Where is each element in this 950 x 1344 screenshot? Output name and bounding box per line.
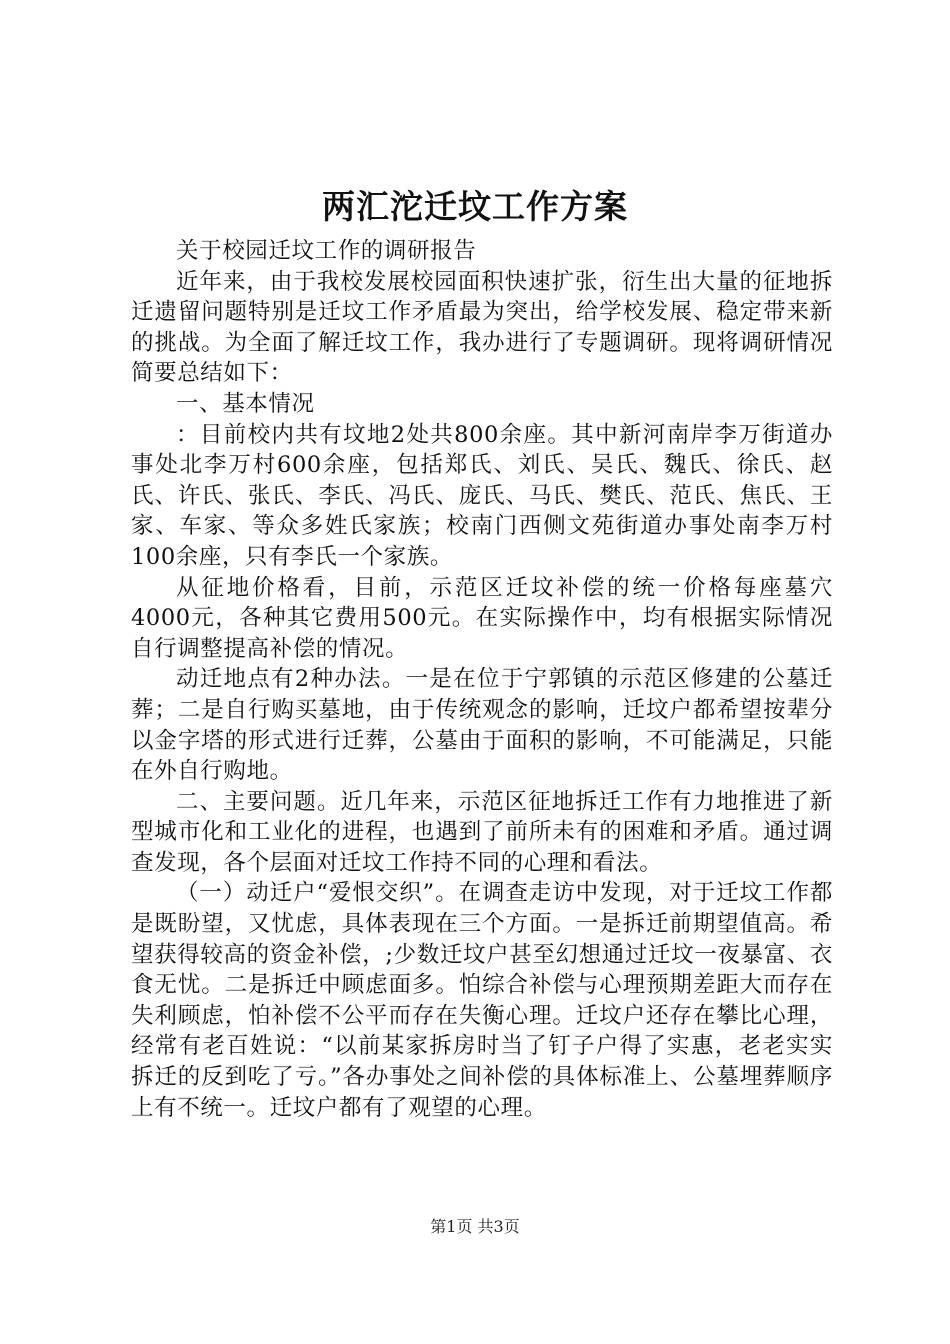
section-heading-basic: 一、基本情况 — [176, 390, 315, 417]
document-title: 两汇沱迁坟工作方案 — [322, 187, 628, 226]
paragraph-intro: 近年来，由于我校发展校园面积快速扩张，衍生出大量的征地拆迁遗留问题特别是迁坟工作矛盾最为突出，给学校发展、稳定带来新的挑战。为全面了解迁坟工作，我办进行了专题调研。现将调研情况简要总结如下： — [131, 268, 833, 387]
paragraph-graves: ：目前校内共有坟地2处共800余座。其中新河南岸李万街道办事处北李万村600余座，包括郑氏、刘氏、吴氏、魏氏、徐氏、赵氏、许氏、张氏、李氏、冯氏、庞氏、马氏、樊氏、范氏、焦氏、王家、车家、等众多姓氏家族；校南门西侧文苑街道办事处南李万村100余座，只有李氏一个家族。 — [131, 421, 833, 570]
report-subtitle: 关于校园迁坟工作的调研报告 — [176, 238, 477, 264]
paragraph-price: 从征地价格看，目前，示范区迁坟补偿的统一价格每座墓穴4000元，各种其它费用500元。在实际操作中，均有根据实际情况自行调整提高补偿的情况。 — [131, 574, 833, 662]
document-body — [131, 236, 833, 1123]
paragraph-problems: 二、主要问题。近几年来，示范区征地拆迁工作有力地推进了新型城市化和工业化的进程，也遇到了前所未有的困难和矛盾。通过调查发现，各个层面对迁坟工作持不同的心理和看法。 — [131, 788, 833, 876]
page-footer: 第1页 共3页 — [430, 1217, 520, 1236]
paragraph-households: （一）动迁户“爱恨交织”。在调查走访中发现，对于迁坟工作都是既盼望，又忧虑，具体表现在三个方面。一是拆迁前期望值高。希望获得较高的资金补偿，;少数迁坟户甚至幻想通过迁坟一夜暴富、衣食无忧。二是拆迁中顾虑面多。怕综合补偿与心理预期差距大而存在失利顾虑，怕补偿不公平而存在失衡心理。迁坟户还存在攀比心理，经常有老百姓说：“以前某家拆房时当了钉子户得了实惠，老老实实拆迁的反到吃了亏。”各办事处之间补偿的具体标准上、公墓埋葬顺序上有不统一。迁坟户都有了观望的心理。 — [131, 880, 833, 1121]
paragraph-relocation: 动迁地点有2种办法。一是在位于宁郭镇的示范区修建的公墓迁葬；二是自行购买墓地，由于传统观念的影响，迁坟户都希望按辈分以金字塔的形式进行迁葬，公墓由于面积的影响，不可能满足，只能在外自行购地。 — [131, 666, 833, 785]
